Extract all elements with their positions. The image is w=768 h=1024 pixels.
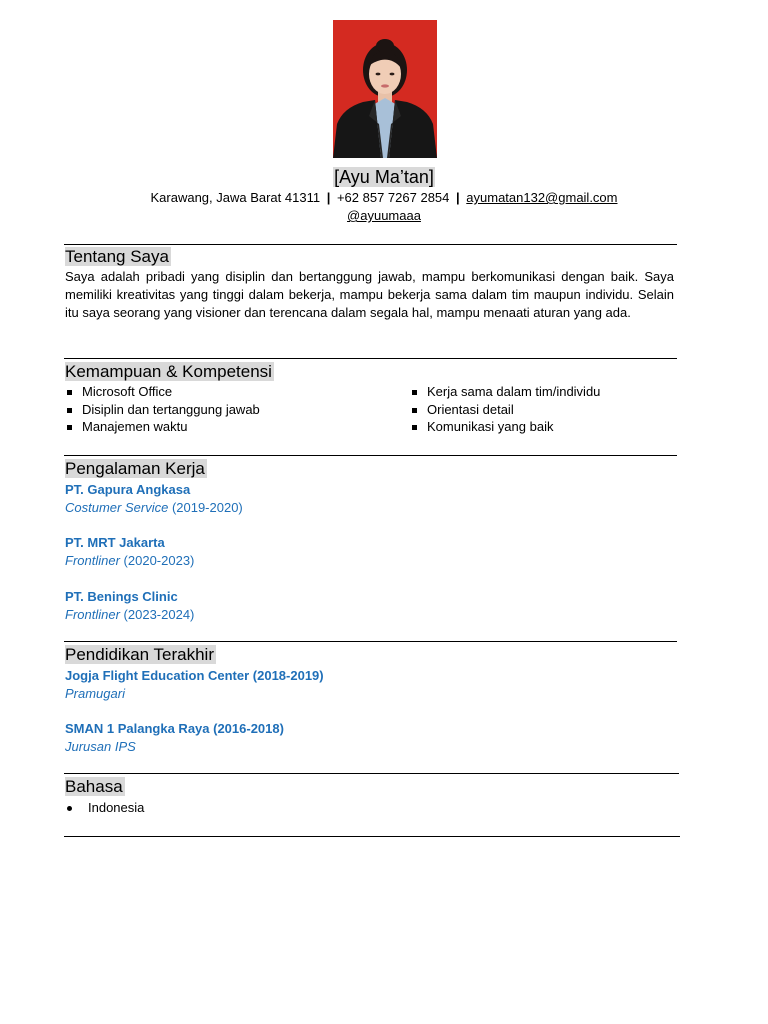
separator: | xyxy=(456,190,460,205)
company-name: PT. Gapura Angkasa xyxy=(65,482,191,497)
skill-item: Disiplin dan tertanggung jawab xyxy=(65,401,260,419)
section-title-language: Bahasa xyxy=(65,777,123,796)
section-divider xyxy=(64,455,677,456)
language-item: Indonesia xyxy=(65,799,144,817)
school-major: Jurusan IPS xyxy=(65,738,136,754)
section-title-experience: Pengalaman Kerja xyxy=(65,459,205,478)
skill-item: Komunikasi yang baik xyxy=(410,418,600,436)
job-role: Frontliner xyxy=(65,552,120,568)
education-item xyxy=(65,720,284,755)
address: Karawang, Jawa Barat 41311 xyxy=(150,190,321,205)
job-line xyxy=(65,552,194,570)
job-period: (2023-2024) xyxy=(123,606,195,622)
section-divider xyxy=(64,358,677,359)
job-line xyxy=(65,499,243,517)
skills-column-left xyxy=(65,383,260,436)
job-period: (2020-2023) xyxy=(123,552,195,568)
skill-item: Manajemen waktu xyxy=(65,418,260,436)
experience-item xyxy=(65,534,194,569)
portrait-illustration xyxy=(333,20,437,158)
experience-item xyxy=(65,588,194,623)
school-name: SMAN 1 Palangka Raya (2016-2018) xyxy=(65,721,284,736)
section-divider xyxy=(64,244,677,245)
school-major: Pramugari xyxy=(65,685,125,701)
profile-photo xyxy=(333,20,437,158)
skill-item: Microsoft Office xyxy=(65,383,260,401)
phone: +62 857 7267 2854 xyxy=(336,190,450,205)
job-role: Costumer Service xyxy=(65,499,169,515)
candidate-name: [Ayu Ma’tan] xyxy=(334,167,434,187)
section-divider xyxy=(64,641,677,642)
email-link[interactable]: ayumatan132@gmail.com xyxy=(466,190,618,205)
section-title-skills: Kemampuan & Kompetensi xyxy=(65,362,272,381)
about-text: Saya adalah pribadi yang disiplin dan bertanggung jawab, mampu berkomunikasi dengan baik. Saya memiliki kreativitas yang tinggi dalam bekerja, mampu bekerja sama dalam tim maupun individu. Selain itu saya seorang yang visioner dan terencana dalam segala hal, mampu menaati aturan yang ada. xyxy=(65,269,674,320)
job-period: (2019-2020) xyxy=(171,499,243,515)
section-divider xyxy=(64,773,679,774)
section-title-education: Pendidikan Terakhir xyxy=(65,645,214,664)
job-line xyxy=(65,606,194,624)
separator: | xyxy=(326,190,331,205)
company-name: PT. Benings Clinic xyxy=(65,589,178,604)
experience-item xyxy=(65,481,243,516)
section-title-about: Tentang Saya xyxy=(65,247,169,266)
education-item xyxy=(65,667,324,702)
skill-item: Orientasi detail xyxy=(410,401,600,419)
bottom-divider xyxy=(64,836,680,837)
contact-line xyxy=(0,190,768,206)
company-name: PT. MRT Jakarta xyxy=(65,535,165,550)
school-name: Jogja Flight Education Center (2018-2019) xyxy=(65,668,324,683)
language-list xyxy=(65,799,144,817)
skills-column-right xyxy=(410,383,600,436)
skill-item: Kerja sama dalam tim/individu xyxy=(410,383,600,401)
social-handle[interactable]: @ayuumaaa xyxy=(347,208,421,223)
job-role: Frontliner xyxy=(65,606,120,622)
